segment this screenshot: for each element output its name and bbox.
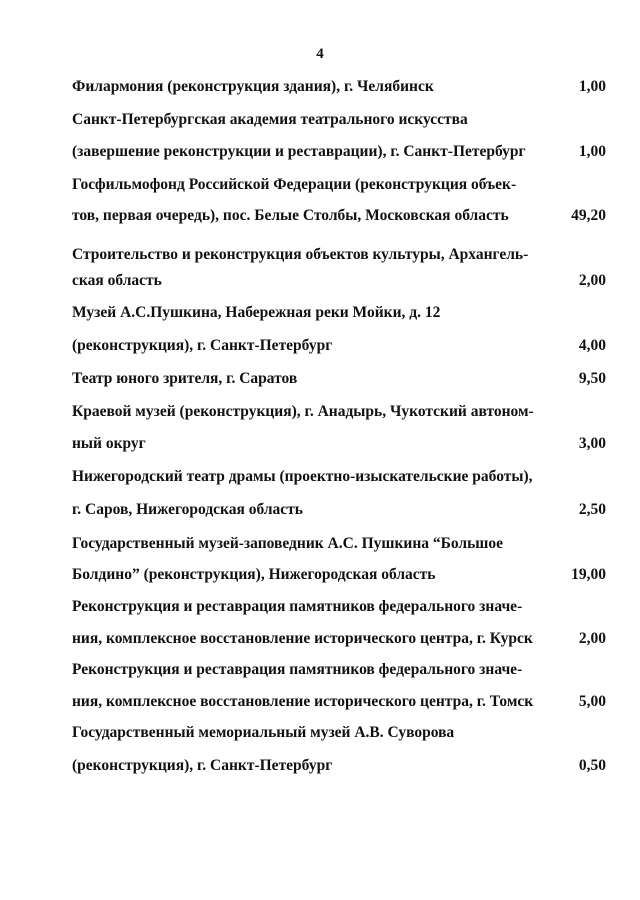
entry-amount: 2,00	[578, 630, 606, 647]
entry-line: Строительство и реконструкция объектов культуры, Архангель-	[72, 246, 529, 263]
entry-line: Госфильмофонд Российской Федерации (реконструкция объек-	[72, 176, 517, 193]
entry-line: Реконструкция и реставрация памятников федерального значе-	[72, 661, 523, 678]
entry-line: ния, комплексное восстановление исторического центра, г. Курск	[72, 630, 533, 647]
entry-line: ния, комплексное восстановление исторического центра, г. Томск	[72, 693, 534, 710]
entry-amount: 19,00	[571, 566, 606, 583]
entry-amount: 1,00	[578, 78, 606, 95]
entry-line: Государственный мемориальный музей А.В. Суворова	[72, 724, 455, 741]
entry-line: Филармония (реконструкция здания), г. Челябинск	[72, 78, 434, 95]
entry-amount: 9,50	[578, 370, 606, 387]
entry-line: Краевой музей (реконструкция), г. Анадырь, Чукотский автоном-	[72, 403, 534, 420]
entry-line: тов, первая очередь), пос. Белые Столбы, Московская область	[72, 207, 509, 224]
entry-line: Реконструкция и реставрация памятников федерального значе-	[72, 598, 523, 615]
entry-line: Нижегородский театр драмы (проектно-изыскательские работы),	[72, 468, 533, 485]
entry-line: Болдино” (реконструкция), Нижегородская область	[72, 566, 436, 583]
entry-amount: 0,50	[578, 757, 606, 774]
entry-line: (реконструкция), г. Санкт-Петербург	[72, 757, 333, 774]
entry-amount: 3,00	[578, 435, 606, 452]
page-number: 4	[316, 46, 324, 62]
entry-amount: 2,00	[578, 272, 606, 289]
entry-amount: 4,00	[578, 337, 606, 354]
entry-line: (завершение реконструкции и реставрации), г. Санкт-Петербург	[72, 143, 526, 160]
entry-line: Музей А.С.Пушкина, Набережная реки Мойки, д. 12	[72, 304, 441, 321]
entry-line: г. Саров, Нижегородская область	[72, 501, 303, 518]
entry-amount: 49,20	[571, 207, 606, 224]
entry-line: ный округ	[72, 435, 146, 452]
entry-line: (реконструкция), г. Санкт-Петербург	[72, 337, 333, 354]
entry-line: Театр юного зрителя, г. Саратов	[72, 370, 298, 387]
entry-amount: 1,00	[578, 143, 606, 160]
entry-line: ская область	[72, 272, 162, 289]
entry-amount: 5,00	[578, 693, 606, 710]
entry-line: Санкт-Петербургская академия театрального искусства	[72, 111, 468, 128]
entry-amount: 2,50	[578, 501, 606, 518]
entry-line: Государственный музей-заповедник А.С. Пушкина “Большое	[72, 535, 504, 552]
